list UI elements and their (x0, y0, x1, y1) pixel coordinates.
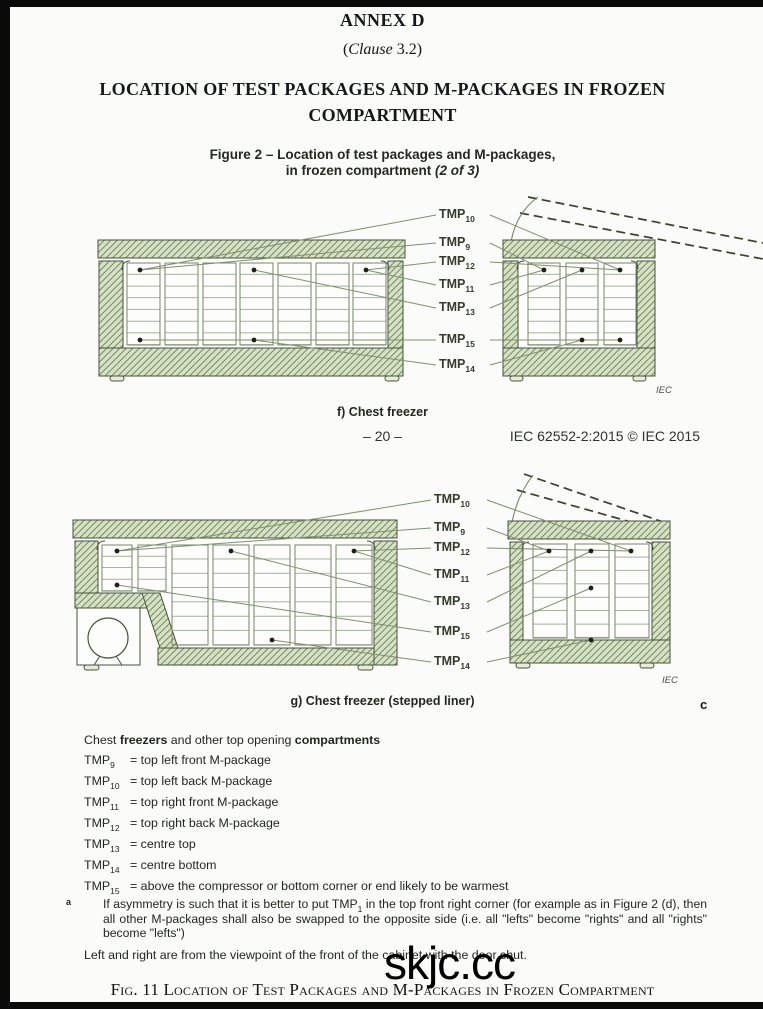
fig-f-tmp-dots (138, 268, 623, 343)
fig-f-side-baskets (528, 263, 636, 345)
legend-item-tmp15 (84, 879, 509, 896)
figure-title-line1: Figure 2 – Location of test packages and M-packages, (209, 147, 556, 162)
legend-text: = above the compressor or bottom corner or end likely to be warmest (130, 879, 509, 893)
tmp-label-g-15 (434, 624, 470, 641)
tmp-label-f-14 (439, 357, 475, 374)
legend-item-tmp10 (84, 774, 273, 791)
tmp-sub: 11 (465, 283, 475, 294)
tmp-sub: 14 (465, 363, 475, 374)
legend-heading (84, 733, 380, 747)
legend-key-sub: 9 (110, 759, 115, 770)
legend-text: = top right back M-package (130, 816, 280, 830)
fig-g-compressor-bay (77, 608, 140, 665)
main-heading-line1: LOCATION OF TEST PACKAGES AND M-PACKAGES IN FROZEN (99, 79, 666, 99)
footnote-pre: If asymmetry is such that it is better to put TMP (103, 897, 358, 911)
annex-title: ANNEX D (339, 10, 425, 30)
fig-f-open-lid-dashed (520, 197, 763, 259)
page-edge-top (0, 0, 763, 7)
figure-title-line2-text: in frozen compartment (285, 163, 435, 178)
legend-key-sub: 15 (110, 885, 120, 896)
viewpoint-note: Left and right are from the viewpoint of the front of the cabinet with the door shut. (84, 948, 527, 962)
caption-fig-f: f) Chest freezer (337, 405, 428, 419)
tmp-base: TMP (439, 235, 466, 249)
legend-text: = top left back M-package (130, 774, 273, 788)
tmp-sub: 14 (460, 660, 470, 671)
tmp-sub: 15 (460, 630, 470, 641)
legend-heading-part: freezers (119, 733, 168, 747)
tmp-base: TMP (434, 520, 461, 534)
legend-item-tmp14 (84, 858, 217, 875)
tmp-label-g-9 (434, 520, 466, 537)
tmp-sub: 9 (465, 241, 471, 252)
tmp-label-f-15 (439, 332, 475, 349)
tmp-label-g-11 (434, 567, 470, 584)
legend-heading-part: compartments (294, 733, 381, 747)
iec-credit-g: IEC (662, 675, 678, 686)
figure-title-line2 (10, 163, 755, 178)
tmp-sub: 12 (465, 260, 475, 271)
tmp-label-g-10 (434, 492, 470, 509)
clause-word: Clause (348, 41, 393, 58)
tmp-sub: 12 (460, 546, 470, 557)
legend-key-sub: 10 (110, 780, 120, 791)
page-number: – 20 – (363, 428, 402, 444)
fig-f-front-view (98, 240, 405, 381)
legend-key: TMP (84, 795, 111, 809)
legend-heading-part: and other top opening (167, 733, 295, 747)
legend-item-tmp11 (84, 795, 279, 812)
tmp-base: TMP (439, 357, 466, 371)
tmp-sub: 13 (465, 306, 475, 317)
tmp-base: TMP (434, 540, 461, 554)
fig-f-leader-lines (140, 215, 620, 365)
legend-item-tmp13 (84, 837, 196, 854)
main-heading-line2: COMPARTMENT (308, 105, 457, 125)
fig-f-lid-swing-arc (511, 197, 538, 242)
tmp-base: TMP (439, 332, 466, 346)
tmp-base: TMP (434, 567, 461, 581)
legend-key: TMP (84, 774, 111, 788)
tmp-base: TMP (439, 207, 466, 221)
legend-key: TMP (84, 753, 111, 767)
legend-item-tmp12 (84, 816, 280, 833)
side-note-c: c (700, 697, 708, 712)
tmp-label-g-12 (434, 540, 470, 557)
fig-g-leader-lines (117, 500, 631, 662)
tmp-sub: 15 (465, 338, 475, 349)
tmp-sub: 13 (460, 600, 470, 611)
tmp-base: TMP (434, 594, 461, 608)
tmp-base: TMP (439, 277, 466, 291)
legend-key: TMP (84, 858, 111, 872)
tmp-label-f-12 (439, 254, 475, 271)
fig-f-side-view (503, 197, 763, 381)
tmp-base: TMP (434, 624, 461, 638)
legend-key: TMP (84, 816, 111, 830)
document-reference: IEC 62552-2:2015 © IEC 2015 (509, 428, 700, 444)
fig-g-side-view (508, 474, 670, 668)
fig-g-front-view (73, 520, 397, 670)
compressor-icon (88, 618, 128, 658)
legend-text: = centre top (130, 837, 196, 851)
legend-text: = top left front M-package (130, 753, 271, 767)
page-edge-left (0, 0, 10, 1009)
page-edge-bottom (0, 1002, 763, 1009)
fig-g-side-baskets (533, 544, 649, 638)
tmp-label-f-13 (439, 300, 475, 317)
fig-g-open-lid-dashed (517, 474, 666, 531)
tmp-label-g-13 (434, 594, 470, 611)
watermark: skjc.cc (384, 937, 515, 989)
figure-title-part-count: (2 of 3) (435, 163, 480, 178)
legend-text: = centre bottom (130, 858, 217, 872)
caption-fig-g: g) Chest freezer (stepped liner) (290, 694, 475, 708)
tmp-base: TMP (439, 254, 466, 268)
bottom-figure-caption: Fig. 11 Location of Test Packages and M-Packages in Frozen Compartment (110, 980, 655, 999)
legend-key-sub: 13 (110, 843, 120, 854)
tmp-base: TMP (434, 492, 461, 506)
fig-g-lid-swing-arc (510, 475, 533, 537)
clause-number: 3.2) (392, 41, 423, 58)
legend-item-tmp9 (84, 753, 271, 770)
tmp-sub: 10 (460, 498, 470, 509)
tmp-sub: 11 (460, 573, 470, 584)
tmp-sub: 10 (465, 213, 475, 224)
tmp-label-f-11 (439, 277, 475, 294)
legend-key-sub: 14 (110, 864, 120, 875)
clause-open: ( (342, 41, 349, 58)
legend-key: TMP (84, 837, 111, 851)
footnote-sub: 1 (357, 903, 363, 914)
fig-g-step-wall (142, 593, 178, 648)
tmp-base: TMP (434, 654, 461, 668)
tmp-base: TMP (439, 300, 466, 314)
tmp-sub: 9 (460, 526, 466, 537)
legend-key-sub: 11 (110, 801, 119, 812)
fig-g-front-baskets (102, 545, 372, 645)
tmp-label-f-10 (439, 207, 475, 224)
footnote-post: in the top front right corner (for example as in Figure 2 (d), then all other M-packages shall also be swapped to the opposite side (i.e. all "lefts" become "rights" and all "rights" become "lefts") (103, 897, 707, 940)
legend-text: = top right front M-package (130, 795, 279, 809)
legend-key: TMP (84, 879, 111, 893)
iec-credit-f: IEC (656, 385, 672, 396)
legend-heading-part: Chest (84, 733, 120, 747)
tmp-label-f-9 (439, 235, 471, 252)
fig-f-front-baskets (127, 263, 386, 345)
footnote-text (103, 898, 707, 940)
footnote-marker: a (66, 897, 72, 907)
tmp-label-g-14 (434, 654, 470, 671)
legend-key-sub: 12 (110, 822, 120, 833)
clause-reference (10, 41, 755, 59)
